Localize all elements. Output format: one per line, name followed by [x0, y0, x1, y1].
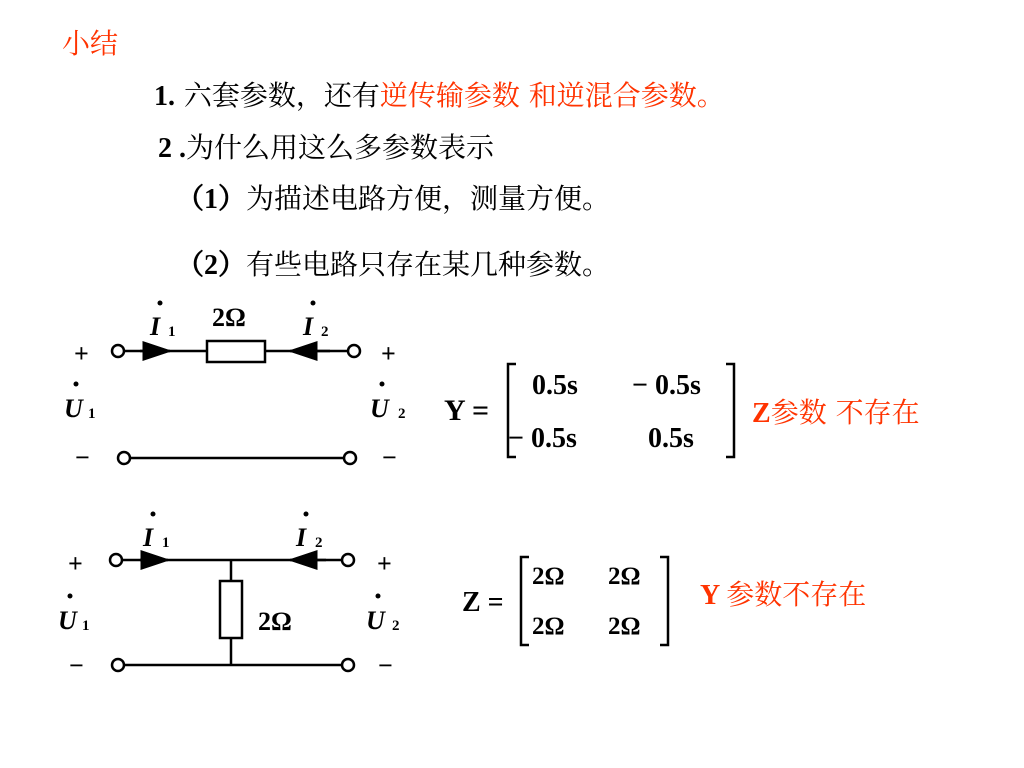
- current-subscript: 2: [321, 324, 329, 340]
- terminal: [112, 345, 124, 357]
- polarity-plus: +: [381, 339, 396, 368]
- terminal: [342, 554, 354, 566]
- item-highlight: 逆传输参数 和逆混合参数。: [379, 79, 725, 112]
- resistor-value: 2Ω: [212, 303, 246, 332]
- phasor-dot: [151, 512, 156, 517]
- current-label-i2: I: [296, 523, 307, 552]
- phasor-dot: [68, 594, 73, 599]
- circuit-shunt-resistor: [110, 554, 354, 671]
- matrix-cell: 2Ω: [532, 563, 565, 590]
- voltage-subscript: 1: [88, 406, 96, 422]
- polarity-minus: −: [382, 443, 397, 472]
- matrix-cell: 0.5s: [532, 370, 578, 401]
- matrix-cell: 2Ω: [532, 613, 565, 640]
- voltage-subscript: 1: [82, 618, 90, 634]
- matrix-cell: − 0.5s: [508, 423, 577, 454]
- circuit-series-resistor: [112, 341, 360, 464]
- voltage-label-u2: U: [370, 394, 389, 423]
- terminal: [110, 554, 122, 566]
- current-label-i1: I: [143, 523, 154, 552]
- current-subscript: 2: [315, 535, 323, 551]
- polarity-plus: +: [74, 339, 89, 368]
- terminal: [348, 345, 360, 357]
- polarity-plus: +: [68, 549, 83, 578]
- matrix-bracket-right: [726, 364, 734, 457]
- item-number: 2 .: [158, 133, 186, 164]
- item-text: 为描述电路方便，测量方便。: [246, 182, 611, 215]
- matrix-cell: − 0.5s: [632, 370, 701, 401]
- phasor-dot: [376, 594, 381, 599]
- terminal: [342, 659, 354, 671]
- phasor-dot: [158, 301, 163, 306]
- item-number: （1）: [176, 184, 247, 215]
- parameter-note: Z参数 不存在: [752, 396, 920, 429]
- polarity-minus: −: [69, 651, 84, 680]
- voltage-subscript: 2: [398, 406, 406, 422]
- resistor: [220, 581, 242, 638]
- phasor-dot: [74, 382, 79, 387]
- voltage-label-u2: U: [366, 606, 385, 635]
- terminal: [118, 452, 130, 464]
- terminal: [112, 659, 124, 671]
- matrix-label-y: Y =: [444, 394, 490, 427]
- current-subscript: 1: [168, 324, 176, 340]
- matrix-cell: 0.5s: [648, 423, 694, 454]
- item-number: 1.: [154, 81, 175, 112]
- phasor-dot: [311, 301, 316, 306]
- polarity-plus: +: [377, 549, 392, 578]
- matrix-cell: 2Ω: [608, 613, 641, 640]
- current-subscript: 1: [162, 535, 170, 551]
- item-text: 六套参数，还有: [175, 79, 380, 112]
- parameter-note: Y 参数不存在: [700, 578, 867, 611]
- current-label-i2: I: [303, 312, 314, 341]
- polarity-minus: −: [378, 651, 393, 680]
- item-text: 有些电路只存在某几种参数。: [246, 248, 611, 281]
- matrix-label-z: Z =: [462, 587, 504, 618]
- item-number: （2）: [176, 250, 247, 281]
- resistor-value: 2Ω: [258, 607, 292, 636]
- terminal: [344, 452, 356, 464]
- phasor-dot: [380, 382, 385, 387]
- polarity-minus: −: [75, 443, 90, 472]
- section-title: 小结: [62, 27, 119, 60]
- resistor: [207, 341, 265, 362]
- current-label-i1: I: [150, 312, 161, 341]
- matrix-cell: 2Ω: [608, 563, 641, 590]
- matrix-bracket-right: [660, 557, 668, 645]
- voltage-subscript: 2: [392, 618, 400, 634]
- voltage-label-u1: U: [64, 394, 83, 423]
- item-text: 为什么用这么多参数表示: [186, 131, 495, 164]
- voltage-label-u1: U: [58, 606, 77, 635]
- phasor-dot: [304, 512, 309, 517]
- matrix-bracket-left: [521, 557, 529, 645]
